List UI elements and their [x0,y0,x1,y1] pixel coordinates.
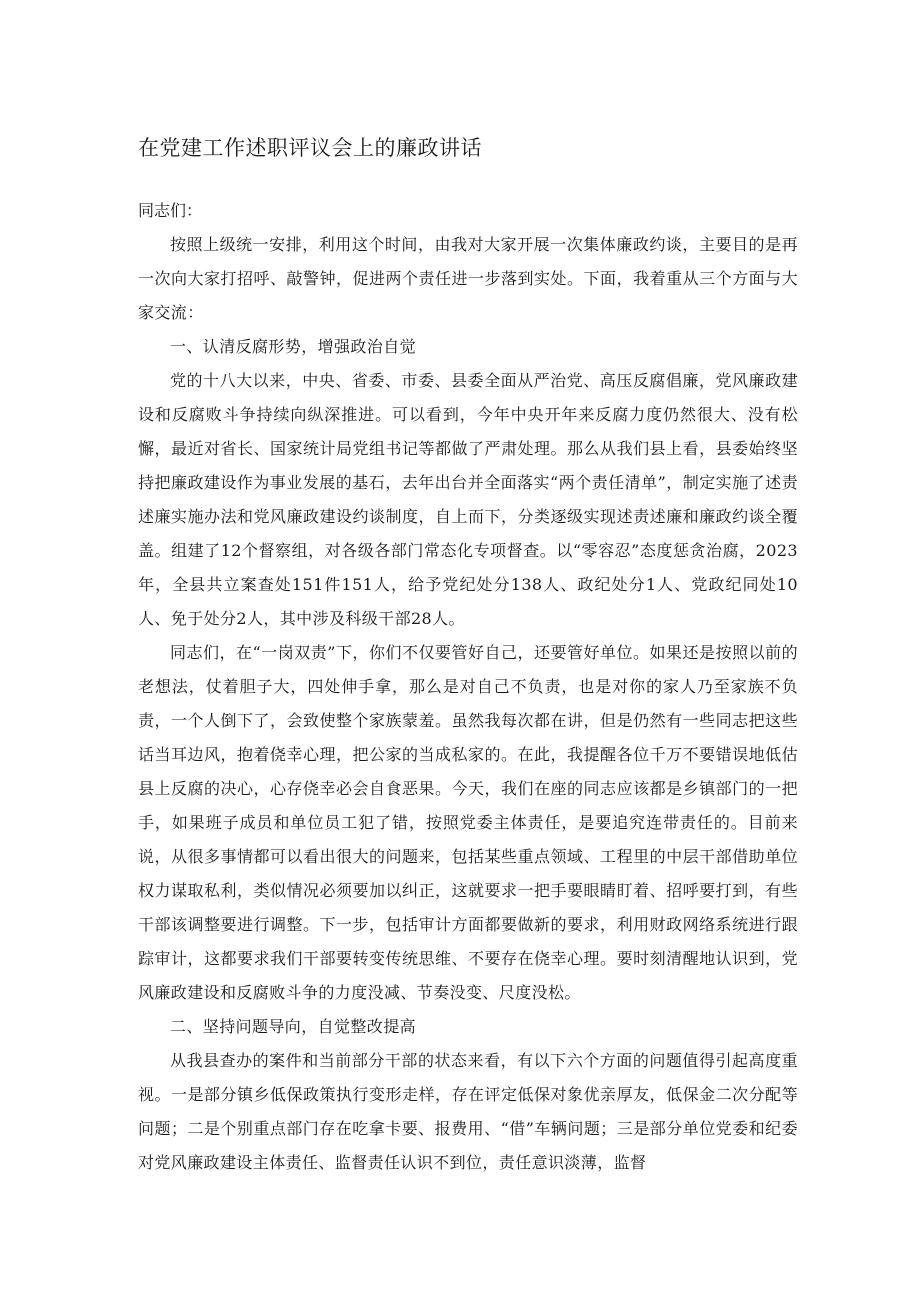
section2-paragraph: 从我县查办的案件和当前部分干部的状态来看，有以下六个方面的问题值得引起高度重视。一是部分镇乡低保政策执行变形走样，存在评定低保对象优亲厚友，低保金二次分配等问题；二是个别重点部门存在吃拿卡要、报费用、“借”车辆问题；三是部分单位党委和纪委对党风廉政建设主体责任、监督责任认识不到位，责任意识淡薄，监督 [138,1051,798,1172]
section1-paragraph: 党的十八大以来，中央、省委、市委、县委全面从严治党、高压反腐倡廉，党风廉政建设和反腐败斗争持续向纵深推进。可以看到，今年中央开年来反腐力度仍然很大、没有松懈，最近对省长、国家统计局党组书记等都做了严肃处理。那么从我们县上看，县委始终坚持把廉政建设作为事业发展的基石，去年出台并全面落实“两个责任清单”，制定实施了述责述廉实施办法和党风廉政建设约谈制度，自上而下，分类逐级实现述责述廉和廉政约谈全覆盖。组建了12个督察组，对各级各部门常态化专项督查。以“零容忍”态度惩贪治腐，2023年，全县共立案查处151件151人，给予党纪处分138人、政纪处分1人、党政纪同处10人、免于处分2人，其中涉及科级干部28人。 [138,371,798,628]
intro-paragraph: 按照上级统一安排，利用这个时间，由我对大家开展一次集体廉政约谈，主要目的是再一次向大家打招呼、敲警钟，促进两个责任进一步落到实处。下面，我着重从三个方面与大家交流： [138,235,798,322]
section1-paragraph: 同志们，在“一岗双责”下，你们不仅要管好自己，还要管好单位。如果还是按照以前的老想法，仗着胆子大，四处伸手拿，那么是对自己不负责，也是对你的家人乃至家族不负责，一个人倒下了，会致使整个家族蒙羞。虽然我每次都在讲，但是仍然有一些同志把这些话当耳边风，抱着侥幸心理，把公家的当成私家的。在此，我提醒各位千万不要错误地低估县上反腐的决心，心存侥幸必会自食恶果。今天，我们在座的同志应该都是乡镇部门的一把手，如果班子成员和单位员工犯了错，按照党委主体责任，是要追究连带责任的。目前来说，从很多事情都可以看出很大的问题来，包括某些重点领域、工程里的中层干部借助单位权力谋取私利，类似情况必须要加以纠正，这就要求一把手要眼睛盯着、招呼要打到，有些干部该调整要进行调整。下一步，包括审计方面都要做新的要求，利用财政网络系统进行跟踪审计，这都要求我们干部要转变传统思维、不要存在侥幸心理。要时刻清醒地认识到，党风廉政建设和反腐败斗争的力度没减、节奏没变、尺度没松。 [138,643,798,1002]
section-heading-1: 一、认清反腐形势，增强政治自觉 [170,337,417,356]
section-heading-2: 二、坚持问题导向，自觉整改提高 [170,1017,417,1036]
salutation: 同志们： [138,201,203,220]
document-page [138,128,798,1180]
document-title: 在党建工作述职评议会上的廉政讲话 [138,136,482,160]
